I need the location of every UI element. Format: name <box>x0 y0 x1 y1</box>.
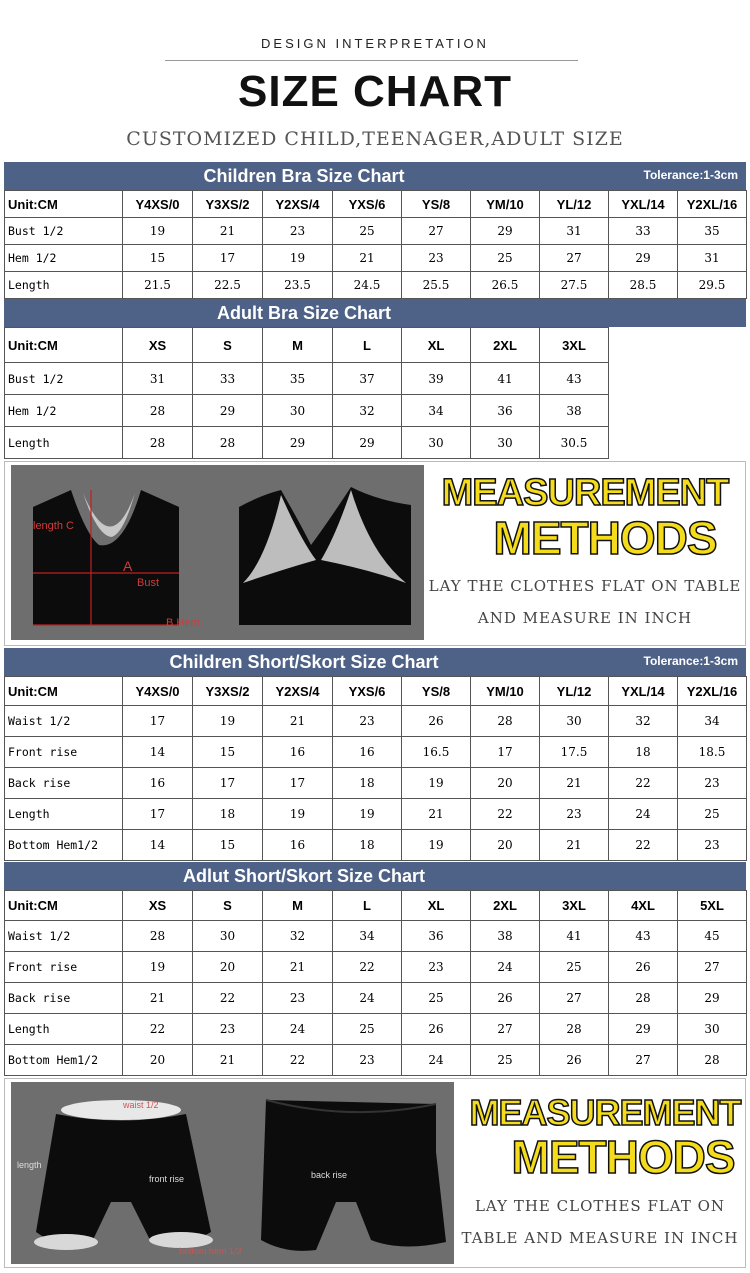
shorts-illustration <box>11 1082 454 1264</box>
value-cell: 26.5 <box>471 272 540 299</box>
label-short-length: length <box>17 1160 42 1170</box>
value-cell: 28 <box>609 983 678 1014</box>
value-cell: 22 <box>471 799 540 830</box>
unit-cell: Unit:CM <box>5 191 123 218</box>
value-cell: 32 <box>609 706 678 737</box>
value-cell: 22 <box>263 1045 333 1076</box>
short-measure-note-1: LAY THE CLOTHES FLAT ON <box>474 1197 726 1215</box>
empty-cell <box>678 328 747 363</box>
size-header-cell: Y4XS/0 <box>123 191 193 218</box>
value-cell: 33 <box>609 218 678 245</box>
value-cell: 24 <box>333 983 402 1014</box>
value-cell: 19 <box>263 245 333 272</box>
value-cell: 15 <box>193 830 263 861</box>
label-bust-letter: A <box>123 558 133 574</box>
value-cell: 22 <box>333 952 402 983</box>
size-header-cell: M <box>263 891 333 921</box>
empty-cell <box>678 363 747 395</box>
value-cell: 19 <box>193 706 263 737</box>
value-cell: 20 <box>193 952 263 983</box>
table-row <box>5 983 747 1014</box>
value-cell: 26 <box>540 1045 609 1076</box>
value-cell: 23 <box>402 952 471 983</box>
page-title-text: SIZE CHART <box>238 67 512 116</box>
value-cell: 30 <box>193 921 263 952</box>
value-cell: 16 <box>263 830 333 861</box>
size-header-cell: XS <box>123 891 193 921</box>
value-cell: 29 <box>471 218 540 245</box>
size-header-cell: YM/10 <box>471 677 540 706</box>
page-subtitle: CUSTOMIZED CHILD,TEENAGER,ADULT SIZE <box>126 128 624 150</box>
size-header-cell: YL/12 <box>540 677 609 706</box>
value-cell: 30 <box>402 427 471 459</box>
value-cell: 25 <box>333 1014 402 1045</box>
value-cell: 28.5 <box>609 272 678 299</box>
table-row <box>5 395 747 427</box>
value-cell: 20 <box>471 830 540 861</box>
value-cell: 24 <box>471 952 540 983</box>
table-header-row <box>5 891 747 921</box>
value-cell: 29 <box>193 395 263 427</box>
row-label: Bottom Hem1/2 <box>5 830 123 861</box>
value-cell: 27 <box>540 983 609 1014</box>
value-cell: 34 <box>333 921 402 952</box>
value-cell: 23 <box>402 245 471 272</box>
row-label: Waist 1/2 <box>5 706 123 737</box>
value-cell: 22 <box>193 983 263 1014</box>
value-cell: 19 <box>263 799 333 830</box>
table-row <box>5 1014 747 1045</box>
size-header-cell: 3XL <box>540 891 609 921</box>
value-cell: 24.5 <box>333 272 402 299</box>
value-cell: 29 <box>333 427 402 459</box>
bra-measure-photo <box>11 465 424 640</box>
children-bra-header <box>4 162 746 190</box>
bra-measurement-panel <box>4 461 746 646</box>
value-cell: 27.5 <box>540 272 609 299</box>
value-cell: 18 <box>193 799 263 830</box>
value-cell: 38 <box>540 395 609 427</box>
size-header-cell: Y4XS/0 <box>123 677 193 706</box>
value-cell: 23 <box>333 1045 402 1076</box>
children-bra-tolerance: Tolerance:1-3cm <box>643 168 738 182</box>
size-header-cell: L <box>333 891 402 921</box>
adult-bra-header <box>4 299 746 327</box>
table-row <box>5 952 747 983</box>
value-cell: 38 <box>471 921 540 952</box>
label-hem: B Hem <box>166 617 200 629</box>
table-row <box>5 272 747 299</box>
value-cell: 45 <box>678 921 747 952</box>
page-header <box>0 0 750 162</box>
value-cell: 24 <box>609 799 678 830</box>
table-row <box>5 1045 747 1076</box>
value-cell: 25 <box>471 245 540 272</box>
row-label: Back rise <box>5 983 123 1014</box>
value-cell: 39 <box>402 363 471 395</box>
value-cell: 21 <box>123 983 193 1014</box>
label-length: length C <box>33 520 74 532</box>
row-label: Bust 1/2 <box>5 363 123 395</box>
table-row <box>5 737 747 768</box>
value-cell: 25 <box>471 1045 540 1076</box>
value-cell: 18.5 <box>678 737 747 768</box>
size-header-cell: YXL/14 <box>609 677 678 706</box>
size-header-cell: YS/8 <box>402 677 471 706</box>
size-header-cell: YXS/6 <box>333 191 402 218</box>
value-cell: 22 <box>609 830 678 861</box>
value-cell: 28 <box>540 1014 609 1045</box>
row-label: Waist 1/2 <box>5 921 123 952</box>
value-cell: 23 <box>263 983 333 1014</box>
table-row <box>5 218 747 245</box>
value-cell: 28 <box>471 706 540 737</box>
value-cell: 21.5 <box>123 272 193 299</box>
size-header-cell: YXS/6 <box>333 677 402 706</box>
adult-short-header <box>4 862 746 890</box>
value-cell: 35 <box>678 218 747 245</box>
value-cell: 27 <box>471 1014 540 1045</box>
value-cell: 16 <box>123 768 193 799</box>
value-cell: 36 <box>471 395 540 427</box>
value-cell: 37 <box>333 363 402 395</box>
value-cell: 35 <box>263 363 333 395</box>
value-cell: 17 <box>263 768 333 799</box>
empty-cell <box>609 427 678 459</box>
value-cell: 25 <box>540 952 609 983</box>
value-cell: 26 <box>402 706 471 737</box>
table-header-row <box>5 677 747 706</box>
children-short-tolerance: Tolerance:1-3cm <box>643 654 738 668</box>
table-row <box>5 921 747 952</box>
table-row <box>5 799 747 830</box>
value-cell: 20 <box>123 1045 193 1076</box>
value-cell: 17 <box>471 737 540 768</box>
value-cell: 36 <box>402 921 471 952</box>
value-cell: 20 <box>471 768 540 799</box>
table-row <box>5 363 747 395</box>
label-bottom-hem: bottom hem 1/2 <box>179 1246 242 1256</box>
adult-short-title: Adlut Short/Skort Size Chart <box>182 866 425 886</box>
value-cell: 23 <box>263 218 333 245</box>
value-cell: 27 <box>540 245 609 272</box>
short-measurement-panel <box>4 1078 746 1268</box>
children-bra-table <box>4 190 747 299</box>
value-cell: 32 <box>333 395 402 427</box>
value-cell: 17 <box>193 768 263 799</box>
size-header-cell: 5XL <box>678 891 747 921</box>
value-cell: 29 <box>609 1014 678 1045</box>
row-label: Length <box>5 427 123 459</box>
value-cell: 22.5 <box>193 272 263 299</box>
size-header-cell: M <box>263 328 333 363</box>
table-header-row <box>5 191 747 218</box>
value-cell: 41 <box>471 363 540 395</box>
value-cell: 24 <box>263 1014 333 1045</box>
size-header-cell: 4XL <box>609 891 678 921</box>
empty-cell <box>609 363 678 395</box>
size-header-cell: S <box>193 328 263 363</box>
adult-bra-table <box>4 327 747 459</box>
value-cell: 30 <box>678 1014 747 1045</box>
short-measurement-line2: METHODS <box>511 1131 735 1183</box>
size-header-cell: Y2XL/16 <box>678 677 747 706</box>
value-cell: 23 <box>333 706 402 737</box>
value-cell: 25.5 <box>402 272 471 299</box>
row-label: Front rise <box>5 952 123 983</box>
size-header-cell: YXL/14 <box>609 191 678 218</box>
table-header-row <box>5 328 747 363</box>
unit-cell: Unit:CM <box>5 891 123 921</box>
value-cell: 28 <box>123 427 193 459</box>
value-cell: 30 <box>263 395 333 427</box>
label-front-rise: front rise <box>149 1174 185 1184</box>
value-cell: 17 <box>123 799 193 830</box>
row-label: Hem 1/2 <box>5 245 123 272</box>
value-cell: 14 <box>123 737 193 768</box>
size-header-cell: S <box>193 891 263 921</box>
value-cell: 21 <box>193 218 263 245</box>
value-cell: 28 <box>123 921 193 952</box>
label-waist: waist 1/2 <box>123 1100 159 1110</box>
size-header-cell: XS <box>123 328 193 363</box>
value-cell: 33 <box>193 363 263 395</box>
label-back-rise: back rise <box>311 1170 348 1180</box>
row-label: Bottom Hem1/2 <box>5 1045 123 1076</box>
size-header-cell: Y2XS/4 <box>263 677 333 706</box>
empty-cell <box>678 427 747 459</box>
value-cell: 16.5 <box>402 737 471 768</box>
adult-bra-section <box>4 299 746 459</box>
short-measurement-methods-title <box>465 1093 745 1181</box>
value-cell: 19 <box>333 799 402 830</box>
children-short-section <box>4 648 746 861</box>
value-cell: 29 <box>678 983 747 1014</box>
value-cell: 29 <box>609 245 678 272</box>
row-label: Length <box>5 799 123 830</box>
empty-cell <box>678 395 747 427</box>
bra-measure-note-2: AND MEASURE IN INCH <box>477 609 693 627</box>
table-row <box>5 427 747 459</box>
value-cell: 23 <box>678 830 747 861</box>
value-cell: 27 <box>609 1045 678 1076</box>
row-label: Back rise <box>5 768 123 799</box>
children-bra-title: Children Bra Size Chart <box>203 166 405 186</box>
value-cell: 23 <box>193 1014 263 1045</box>
row-label: Length <box>5 272 123 299</box>
size-header-cell: Y2XS/4 <box>263 191 333 218</box>
unit-cell: Unit:CM <box>5 677 123 706</box>
value-cell: 21 <box>540 830 609 861</box>
short-measurement-line1: MEASUREMENT <box>469 1092 741 1133</box>
value-cell: 25 <box>333 218 402 245</box>
page-title <box>232 66 518 118</box>
value-cell: 43 <box>609 921 678 952</box>
row-label: Bust 1/2 <box>5 218 123 245</box>
value-cell: 27 <box>402 218 471 245</box>
table-row <box>5 830 747 861</box>
value-cell: 16 <box>333 737 402 768</box>
children-short-title: Children Short/Skort Size Chart <box>169 652 439 672</box>
size-header-cell: XL <box>402 891 471 921</box>
value-cell: 21 <box>333 245 402 272</box>
bra-measurement-line2: METHODS <box>493 512 717 564</box>
value-cell: 21 <box>540 768 609 799</box>
value-cell: 19 <box>123 218 193 245</box>
value-cell: 34 <box>402 395 471 427</box>
size-header-cell: 2XL <box>471 891 540 921</box>
value-cell: 17.5 <box>540 737 609 768</box>
table-row <box>5 706 747 737</box>
label-bust: Bust <box>137 577 160 589</box>
header-divider <box>165 60 578 61</box>
value-cell: 14 <box>123 830 193 861</box>
value-cell: 29.5 <box>678 272 747 299</box>
value-cell: 21 <box>193 1045 263 1076</box>
empty-cell <box>609 395 678 427</box>
value-cell: 18 <box>609 737 678 768</box>
short-measure-photo <box>11 1082 454 1264</box>
size-header-cell: 3XL <box>540 328 609 363</box>
value-cell: 22 <box>123 1014 193 1045</box>
value-cell: 31 <box>678 245 747 272</box>
bra-illustration <box>11 465 424 640</box>
value-cell: 30 <box>540 706 609 737</box>
value-cell: 22 <box>609 768 678 799</box>
value-cell: 19 <box>402 768 471 799</box>
children-bra-section <box>4 162 746 299</box>
value-cell: 21 <box>402 799 471 830</box>
size-header-cell: XL <box>402 328 471 363</box>
adult-short-table <box>4 890 747 1076</box>
size-header-cell: YS/8 <box>402 191 471 218</box>
row-label: Hem 1/2 <box>5 395 123 427</box>
value-cell: 16 <box>263 737 333 768</box>
size-header-cell: 2XL <box>471 328 540 363</box>
value-cell: 43 <box>540 363 609 395</box>
bra-measurement-methods-title <box>435 472 735 562</box>
value-cell: 26 <box>471 983 540 1014</box>
table-row <box>5 768 747 799</box>
value-cell: 28 <box>123 395 193 427</box>
value-cell: 19 <box>402 830 471 861</box>
size-header-cell: Y2XL/16 <box>678 191 747 218</box>
value-cell: 18 <box>333 768 402 799</box>
design-interpretation-text: DESIGN INTERPRETATION <box>261 36 489 51</box>
value-cell: 30.5 <box>540 427 609 459</box>
value-cell: 15 <box>123 245 193 272</box>
value-cell: 26 <box>402 1014 471 1045</box>
value-cell: 31 <box>123 363 193 395</box>
value-cell: 31 <box>540 218 609 245</box>
value-cell: 21 <box>263 952 333 983</box>
value-cell: 28 <box>193 427 263 459</box>
table-row <box>5 245 747 272</box>
value-cell: 21 <box>263 706 333 737</box>
short-measure-note-2: TABLE AND MEASURE IN INCH <box>461 1229 739 1247</box>
empty-cell <box>609 328 678 363</box>
value-cell: 34 <box>678 706 747 737</box>
size-header-cell: Y3XS/2 <box>193 677 263 706</box>
value-cell: 29 <box>263 427 333 459</box>
value-cell: 27 <box>678 952 747 983</box>
value-cell: 26 <box>609 952 678 983</box>
value-cell: 17 <box>193 245 263 272</box>
row-label: Front rise <box>5 737 123 768</box>
value-cell: 28 <box>678 1045 747 1076</box>
size-header-cell: YM/10 <box>471 191 540 218</box>
value-cell: 15 <box>193 737 263 768</box>
unit-cell: Unit:CM <box>5 328 123 363</box>
value-cell: 17 <box>123 706 193 737</box>
value-cell: 23 <box>678 768 747 799</box>
adult-bra-title: Adult Bra Size Chart <box>216 303 392 323</box>
value-cell: 32 <box>263 921 333 952</box>
value-cell: 19 <box>123 952 193 983</box>
value-cell: 23 <box>540 799 609 830</box>
value-cell: 18 <box>333 830 402 861</box>
value-cell: 23.5 <box>263 272 333 299</box>
value-cell: 25 <box>402 983 471 1014</box>
bra-measurement-line1: MEASUREMENT <box>441 472 729 514</box>
size-header-cell: Y3XS/2 <box>193 191 263 218</box>
value-cell: 30 <box>471 427 540 459</box>
value-cell: 25 <box>678 799 747 830</box>
value-cell: 24 <box>402 1045 471 1076</box>
size-header-cell: L <box>333 328 402 363</box>
bra-measure-note-1: LAY THE CLOTHES FLAT ON TABLE <box>428 577 742 595</box>
row-label: Length <box>5 1014 123 1045</box>
adult-short-section <box>4 862 746 1076</box>
value-cell: 41 <box>540 921 609 952</box>
children-short-table <box>4 676 747 861</box>
children-short-header <box>4 648 746 676</box>
size-header-cell: YL/12 <box>540 191 609 218</box>
